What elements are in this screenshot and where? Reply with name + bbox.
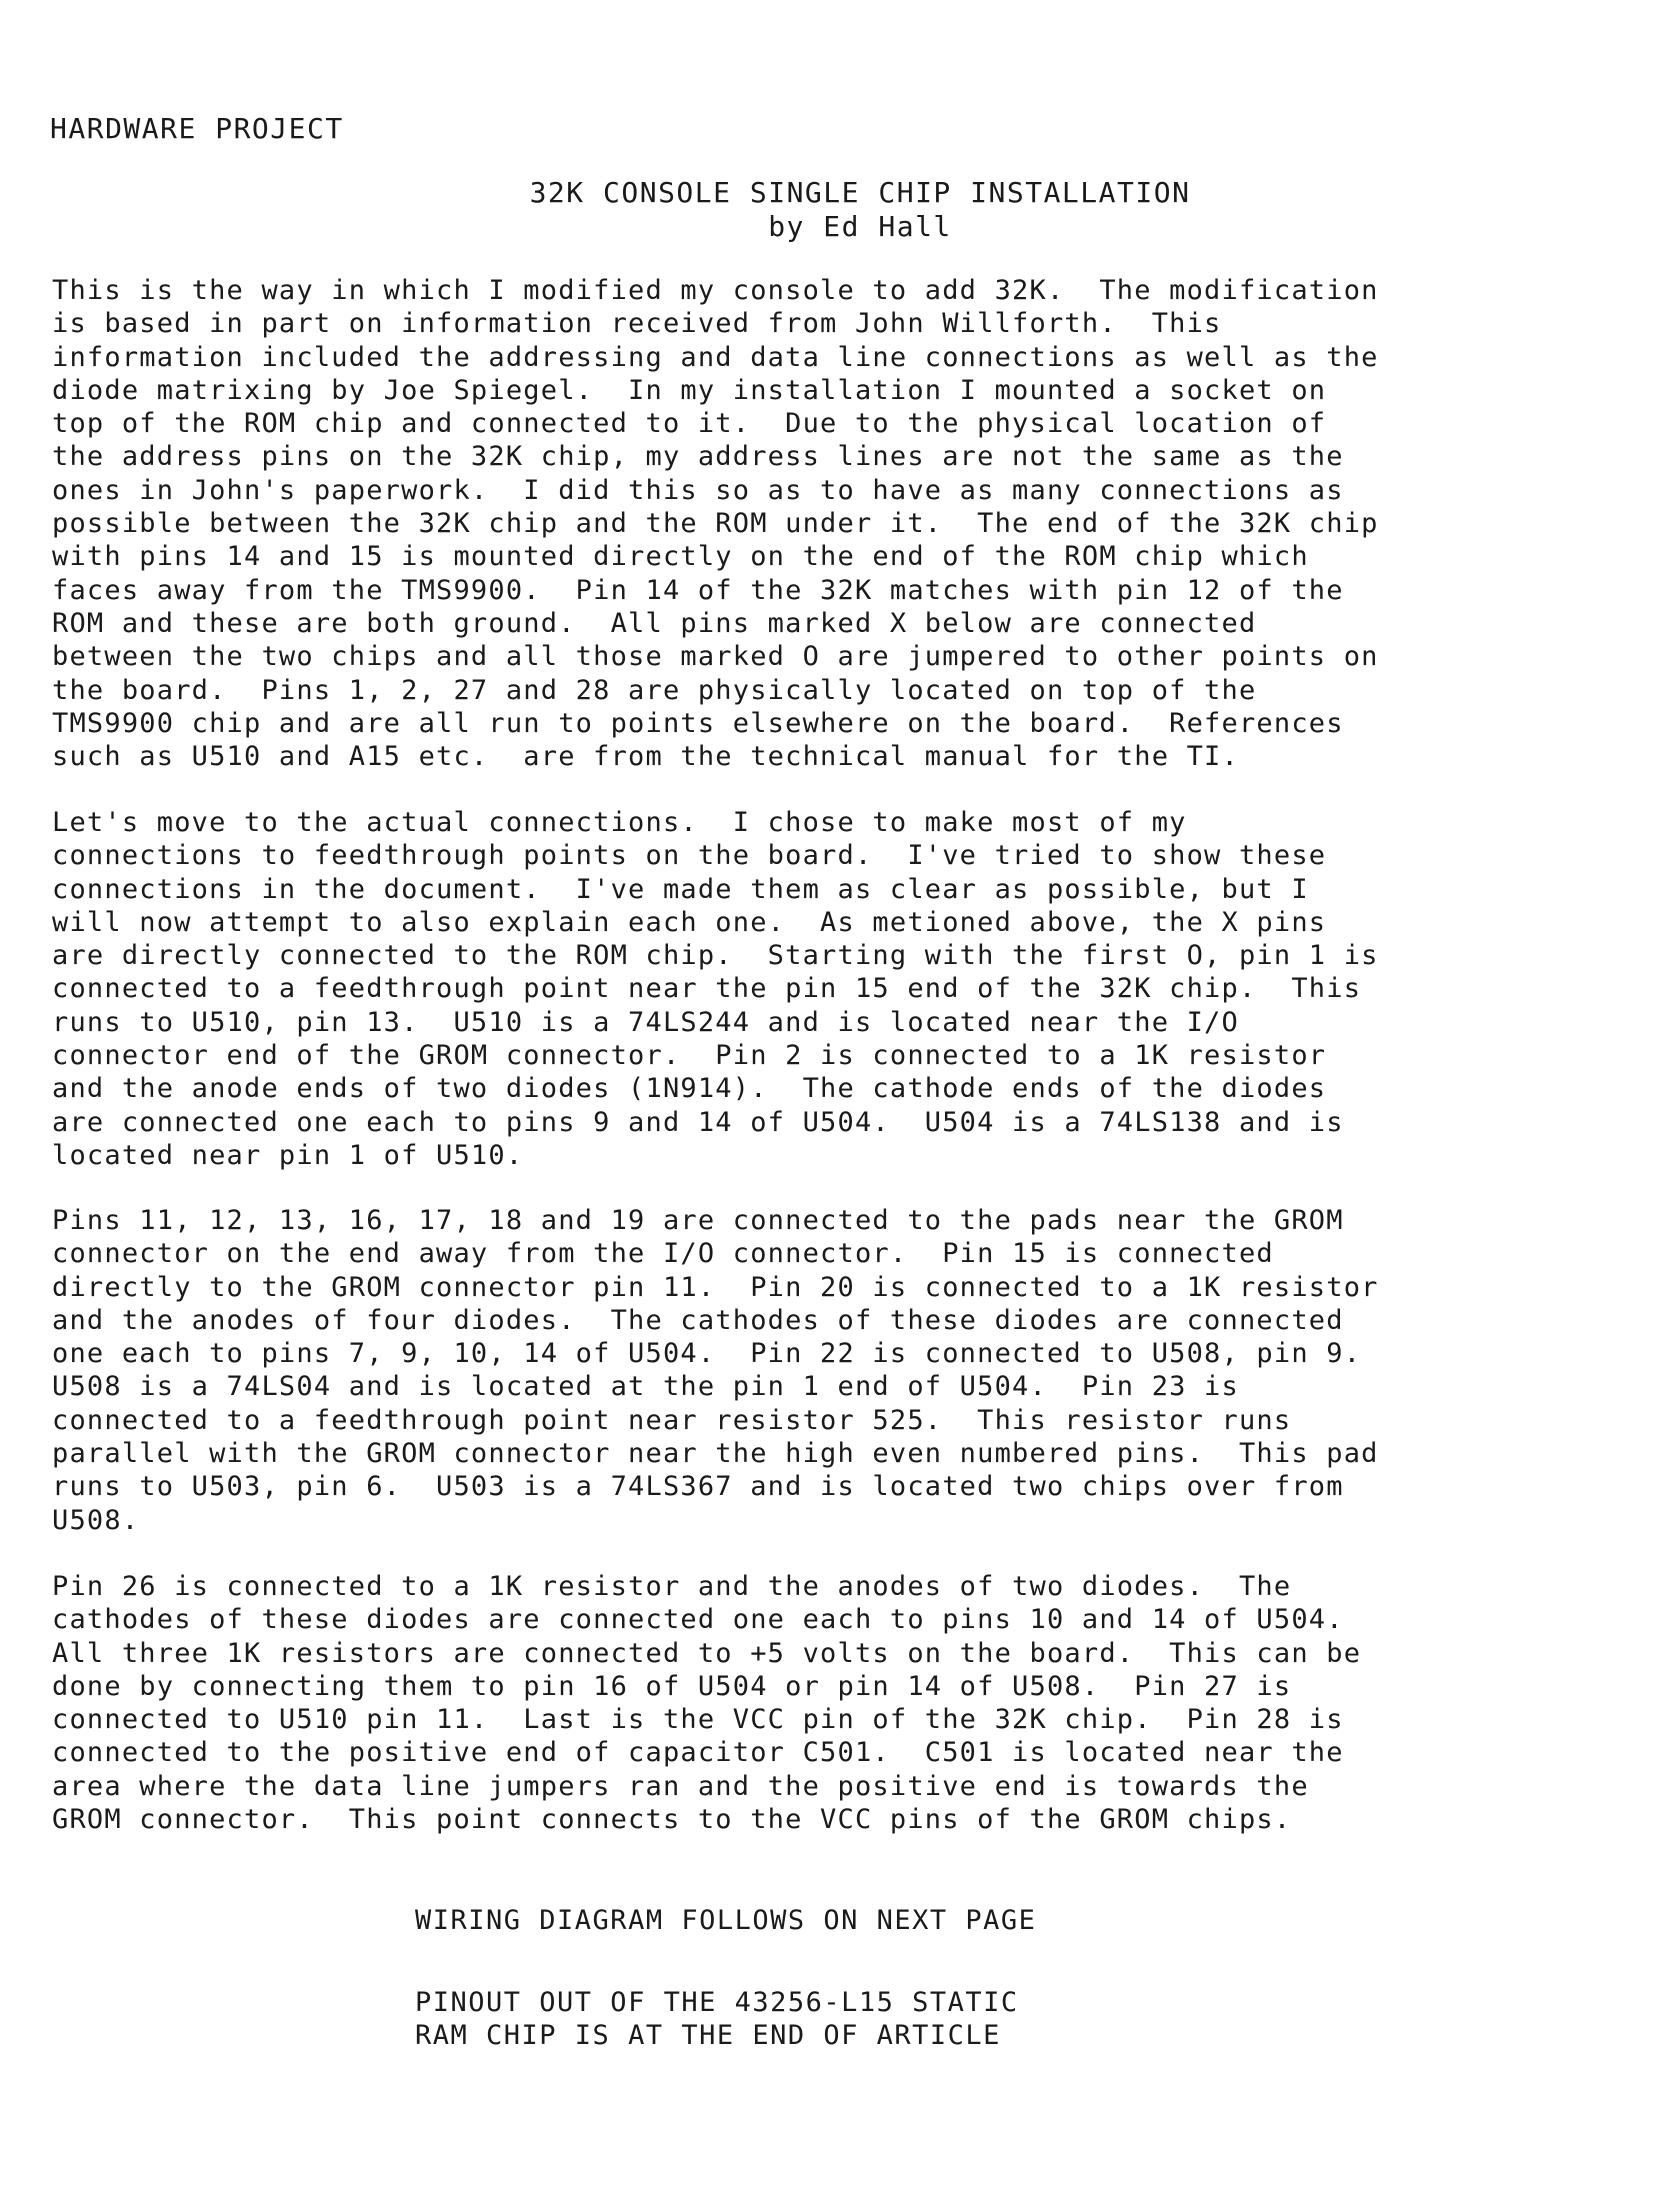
text-line: U508. [52,1504,140,1536]
text-line: connector end of the GROM connector. Pin 2 is connected to a 1K resistor [52,1040,1327,1072]
text-line: connections to feedthrough points on the board. I've tried to show these [52,840,1327,872]
text-line: and the anodes of four diodes. The cathodes of these diodes are connected [52,1304,1344,1336]
text-line: done by connecting them to pin 16 of U504 or pin 14 of U508. Pin 27 is [52,1670,1292,1702]
text-line: the board. Pins 1, 2, 27 and 28 are physically located on top of the [52,674,1257,706]
text-line: is based in part on information received from John Willforth. This [52,308,1222,340]
text-line: connections in the document. I've made them as clear as possible, but I [52,873,1309,905]
note-pinout [415,1986,1019,2053]
text-line: Pin 26 is connected to a 1K resistor and the anodes of two diodes. The [52,1571,1292,1602]
paragraph-pins [52,1204,1632,1537]
paragraph-connections [52,806,1632,1172]
text-line: All three 1K resistors are connected to +5 volts on the board. This can be [52,1637,1362,1669]
article-title: 32K CONSOLE SINGLE CHIP INSTALLATION [529,176,1191,209]
paragraph-power [52,1570,1632,1836]
article-byline: by Ed Hall [768,210,952,243]
text-line: connected to a feedthrough point near the pin 15 end of the 32K chip. This [52,973,1362,1005]
text-line: GROM connector. This point connects to the VCC pins of the GROM chips. [52,1804,1292,1836]
text-line: with pins 14 and 15 is mounted directly on the end of the ROM chip which [52,541,1309,573]
text-line: between the two chips and all those marked O are jumpered to other points on [52,641,1379,673]
text-line: information included the addressing and data line connections as well as the [52,341,1379,373]
text-line: runs to U503, pin 6. U503 is a 74LS367 and is located two chips over from [52,1471,1344,1503]
text-line: This is the way in which I modified my console to add 32K. The modification [52,275,1379,306]
text-line: such as U510 and A15 etc. are from the technical manual for the TI. [52,741,1239,773]
text-line: the address pins on the 32K chip, my address lines are not the same as the [52,441,1344,473]
text-line: are directly connected to the ROM chip. Starting with the first O, pin 1 is [52,940,1379,972]
text-line: possible between the 32K chip and the ROM under it. The end of the 32K chip [52,508,1379,540]
text-line: Let's move to the actual connections. I chose to make most of my [52,807,1187,838]
text-line: and the anode ends of two diodes (1N914). The cathode ends of the diodes [52,1073,1327,1105]
text-line: connector on the end away from the I/O connector. Pin 15 is connected [52,1238,1274,1270]
text-line: will now attempt to also explain each one. As metioned above, the X pins [52,906,1327,938]
text-line: connected to the positive end of capacitor C501. C501 is located near the [52,1737,1344,1769]
text-line: connected to U510 pin 11. Last is the VCC pin of the 32K chip. Pin 28 is [52,1704,1344,1736]
text-line: ROM and these are both ground. All pins marked X below are connected [52,607,1257,639]
note-line: WIRING DIAGRAM FOLLOWS ON NEXT PAGE [415,1905,1037,1936]
text-line: located near pin 1 of U510. [52,1139,524,1171]
text-line: Pins 11, 12, 13, 16, 17, 18 and 19 are connected to the pads near the GROM [52,1205,1344,1236]
text-line: connected to a feedthrough point near resistor 525. This resistor runs [52,1404,1292,1436]
text-line: ones in John's paperwork. I did this so as to have as many connections as [52,474,1344,506]
title-block [0,176,1680,244]
section-header: HARDWARE PROJECT [50,112,344,145]
text-line: TMS9900 chip and are all run to points elsewhere on the board. References [52,707,1344,739]
text-line: directly to the GROM connector pin 11. Pin 20 is connected to a 1K resistor [52,1271,1379,1303]
text-line: cathodes of these diodes are connected one each to pins 10 and 14 of U504. [52,1604,1344,1636]
text-line: parallel with the GROM connector near the high even numbered pins. This pad [52,1438,1379,1470]
text-line: one each to pins 7, 9, 10, 14 of U504. Pin 22 is connected to U508, pin 9. [52,1338,1362,1370]
text-line: U508 is a 74LS04 and is located at the pin 1 end of U504. Pin 23 is [52,1371,1239,1403]
text-line: diode matrixing by Joe Spiegel. In my installation I mounted a socket on [52,374,1327,406]
text-line: are connected one each to pins 9 and 14 of U504. U504 is a 74LS138 and is [52,1106,1344,1138]
note-line: RAM CHIP IS AT THE END OF ARTICLE [415,2020,1001,2052]
note-wiring-diagram [415,1904,1036,1937]
text-line: runs to U510, pin 13. U510 is a 74LS244 and is located near the I/O [52,1006,1239,1038]
note-line: PINOUT OUT OF THE 43256-L15 STATIC [415,1987,1019,2018]
text-line: top of the ROM chip and connected to it. Due to the physical location of [52,408,1327,440]
text-line: area where the data line jumpers ran and the positive end is towards the [52,1770,1309,1802]
text-line: faces away from the TMS9900. Pin 14 of the 32K matches with pin 12 of the [52,574,1344,606]
paragraph-intro [52,274,1632,773]
